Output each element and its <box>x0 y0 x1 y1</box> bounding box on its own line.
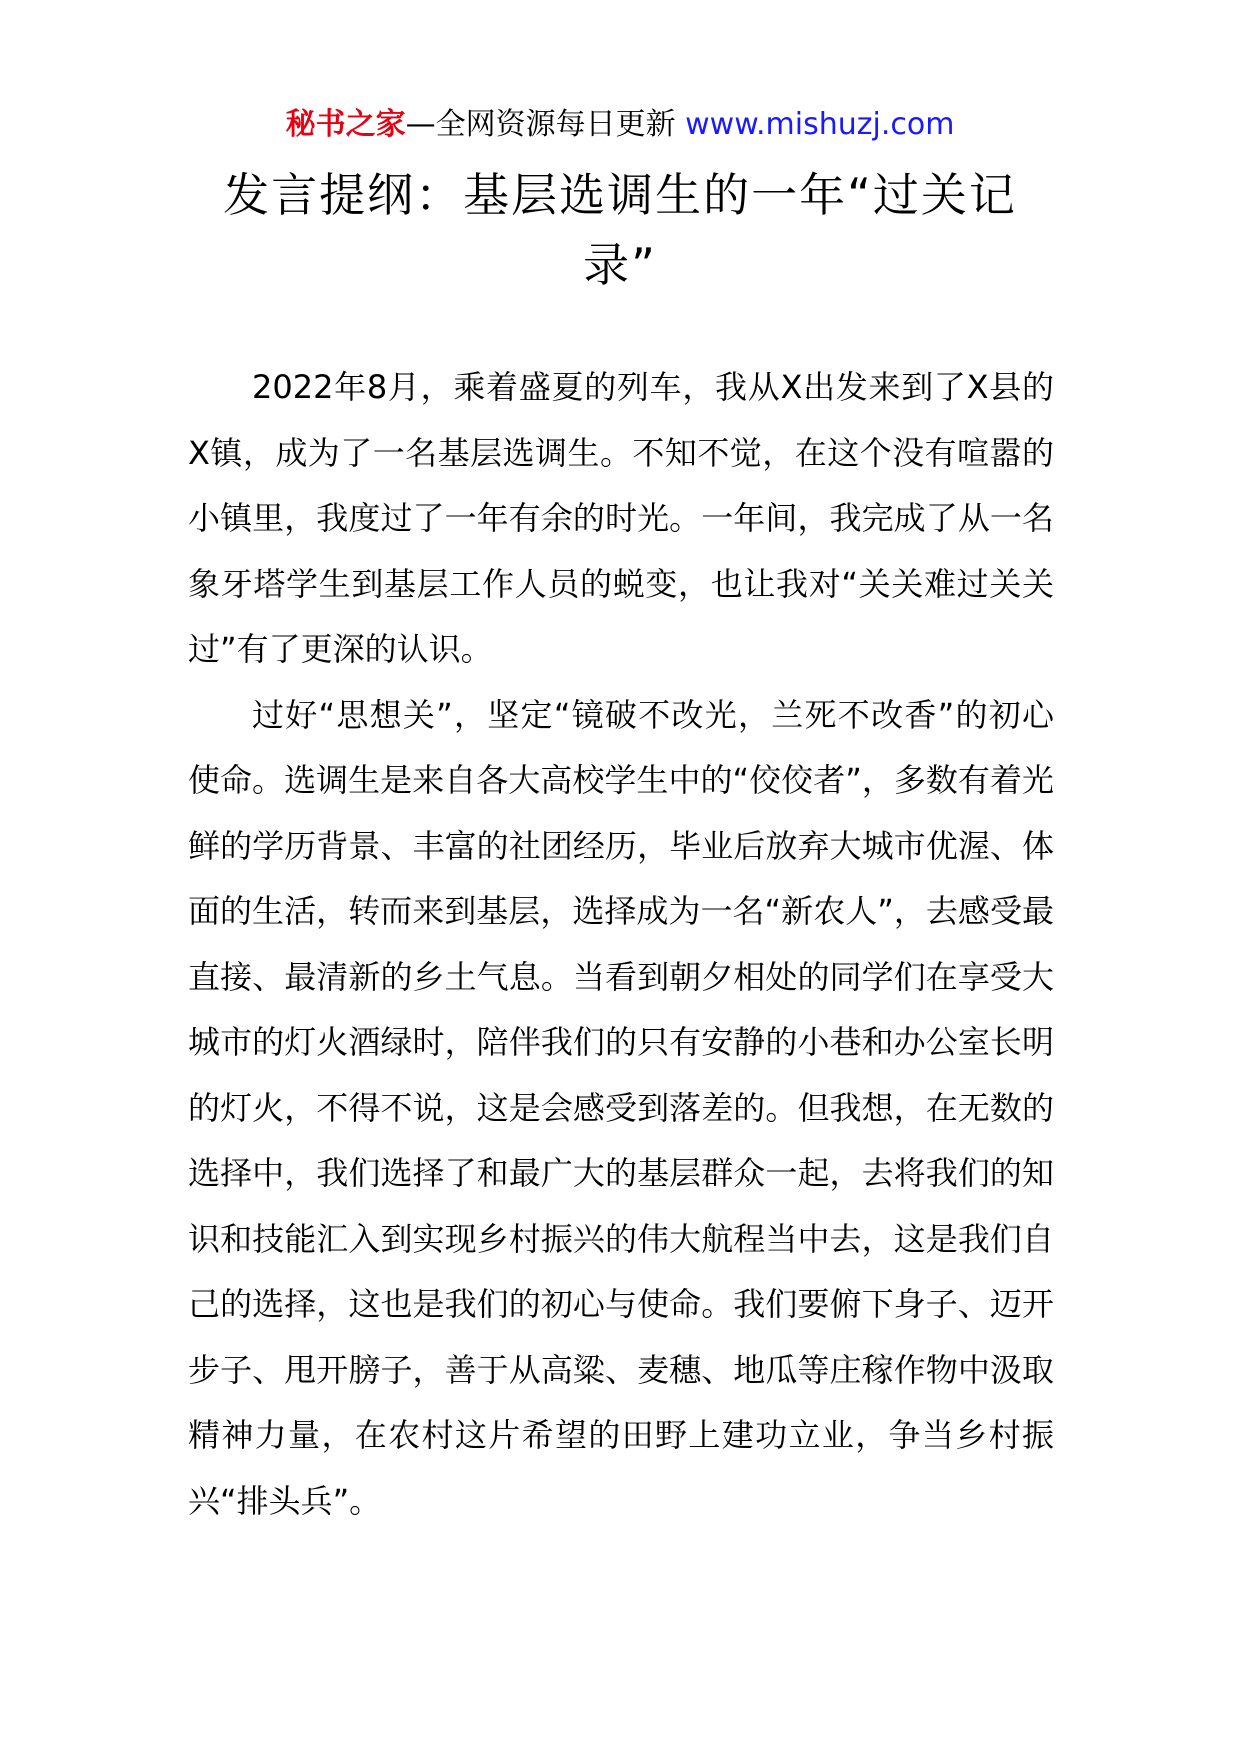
document-title: 发言提纲：基层选调生的一年“过关记录” <box>223 168 1017 292</box>
site-tagline: —全网资源每日更新 <box>405 107 686 142</box>
site-brand: 秘书之家 <box>285 107 406 142</box>
paragraph-thought-pass: 过好“思想关”，坚定“镜破不改光，兰死不改香”的初心使命。选调生是来自各大高校学生中的“佼佼者”，多数有着光鲜的学历背景、丰富的社团经历，毕业后放弃大城市优渥、体面的生活，转而来到基层，选择成为一名“新农人”，去感受最直接、最清新的乡土气息。当看到朝夕相处的同学们在享受大城市的灯火酒绿时，陪伴我们的只有安静的小巷和办公室长明的灯火，不得不说，这是会感受到落差的。但我想，在无数的选择中，我们选择了和最广大的基层群众一起，去将我们的知识和技能汇入到实现乡村振兴的伟大航程当中去，这是我们自己的选择，这也是我们的初心与使命。我们要俯下身子、迈开步子、甩开膀子，善于从高粱、麦穗、地瓜等庄稼作物中汲取精神力量，在农村这片希望的田野上建功立业，争当乡村振兴“排头兵”。 <box>188 695 1054 1520</box>
site-url: www.mishuzj.com <box>685 107 955 142</box>
document-body <box>188 355 1054 1534</box>
site-header <box>0 100 1240 150</box>
paragraph-intro: 2022年8月，乘着盛夏的列车，我从X出发来到了X县的X镇，成为了一名基层选调生。不知不觉，在这个没有喧嚣的小镇里，我度过了一年有余的时光。一年间，我完成了从一名象牙塔学生到基层工作人员的蜕变，也让我对“关关难过关关过”有了更深的认识。 <box>188 368 1054 668</box>
